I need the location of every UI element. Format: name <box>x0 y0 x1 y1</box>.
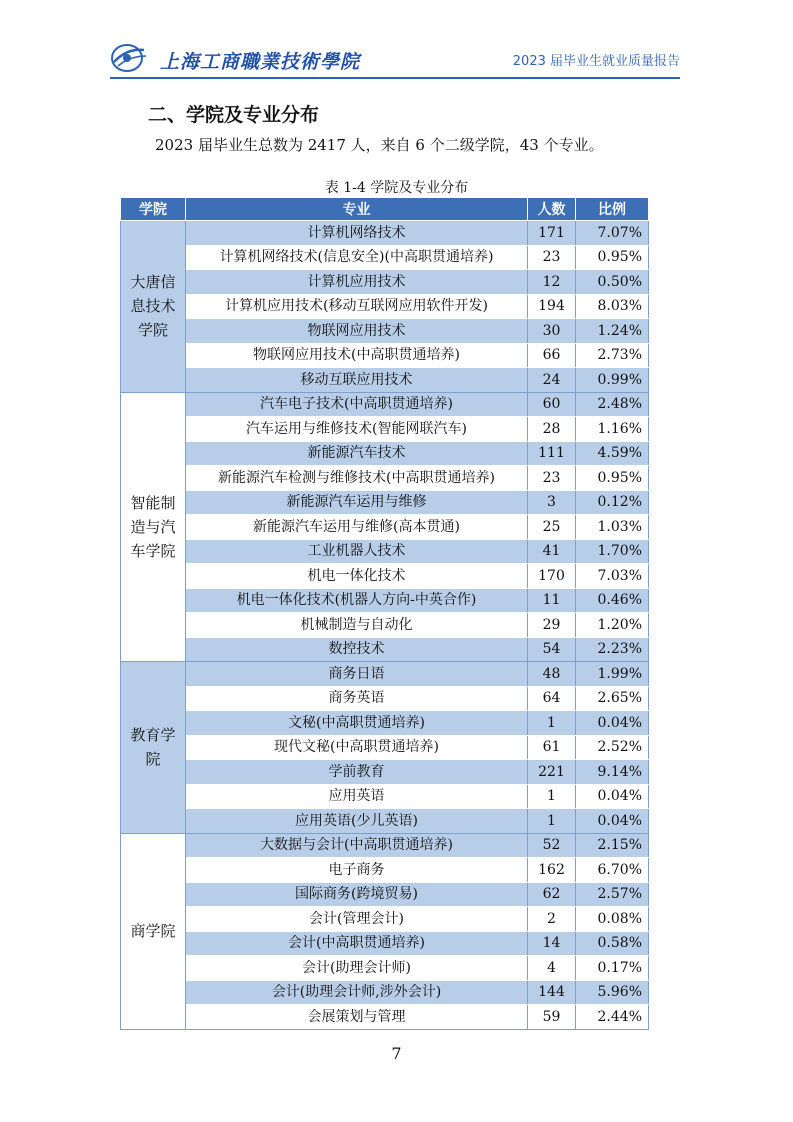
ratio-cell: 0.46% <box>576 588 649 613</box>
count-cell: 59 <box>528 1005 576 1030</box>
count-cell: 64 <box>528 686 576 711</box>
count-cell: 1 <box>528 809 576 834</box>
ratio-cell: 2.57% <box>576 882 649 907</box>
major-cell: 汽车运用与维修技术(智能网联汽车) <box>186 417 528 442</box>
table-row <box>121 515 649 540</box>
count-cell: 11 <box>528 588 576 613</box>
major-cell: 会计(助理会计师) <box>186 956 528 981</box>
college-group <box>121 662 649 834</box>
count-cell: 60 <box>528 392 576 417</box>
table-row <box>121 270 649 295</box>
report-title: 2023 届毕业生就业质量报告 <box>512 54 680 69</box>
table-row <box>121 931 649 956</box>
count-cell: 28 <box>528 417 576 442</box>
school-logo-icon <box>110 42 148 74</box>
ratio-cell: 1.20% <box>576 613 649 638</box>
table-row <box>121 711 649 736</box>
ratio-cell: 0.04% <box>576 809 649 834</box>
major-cell: 数控技术 <box>186 637 528 662</box>
count-cell: 25 <box>528 515 576 540</box>
header-major: 专业 <box>186 198 528 221</box>
college-cell: 商学院 <box>121 833 186 1029</box>
college-cell: 教育学院 <box>121 662 186 834</box>
major-cell: 会展策划与管理 <box>186 1005 528 1030</box>
table-row <box>121 956 649 981</box>
table-row <box>121 613 649 638</box>
table-row <box>121 686 649 711</box>
major-cell: 计算机网络技术 <box>186 221 528 246</box>
count-cell: 111 <box>528 441 576 466</box>
table-row <box>121 417 649 442</box>
count-cell: 194 <box>528 294 576 319</box>
table-row <box>121 466 649 491</box>
major-cell: 应用英语(少儿英语) <box>186 809 528 834</box>
intro-paragraph: 2023 届毕业生总数为 2417 人，来自 6 个二级学院，43 个专业。 <box>155 136 604 154</box>
major-cell: 电子商务 <box>186 858 528 883</box>
table-row <box>121 319 649 344</box>
ratio-cell: 9.14% <box>576 760 649 785</box>
count-cell: 66 <box>528 343 576 368</box>
header-count: 人数 <box>528 198 576 221</box>
section-title: 二、学院及专业分布 <box>148 104 320 126</box>
count-cell: 48 <box>528 662 576 687</box>
count-cell: 41 <box>528 539 576 564</box>
table-row <box>121 1005 649 1030</box>
table-row <box>121 588 649 613</box>
major-cell: 工业机器人技术 <box>186 539 528 564</box>
table-row <box>121 735 649 760</box>
college-group <box>121 221 649 393</box>
ratio-cell: 1.24% <box>576 319 649 344</box>
count-cell: 61 <box>528 735 576 760</box>
table-row <box>121 637 649 662</box>
count-cell: 162 <box>528 858 576 883</box>
table-row <box>121 343 649 368</box>
major-cell: 机械制造与自动化 <box>186 613 528 638</box>
table-row <box>121 490 649 515</box>
count-cell: 62 <box>528 882 576 907</box>
ratio-cell: 1.99% <box>576 662 649 687</box>
count-cell: 221 <box>528 760 576 785</box>
count-cell: 170 <box>528 564 576 589</box>
major-cell: 计算机应用技术(移动互联网应用软件开发) <box>186 294 528 319</box>
major-cell: 机电一体化技术(机器人方向-中英合作) <box>186 588 528 613</box>
table-row <box>121 245 649 270</box>
page-number: 7 <box>391 1044 402 1063</box>
ratio-cell: 0.04% <box>576 711 649 736</box>
count-cell: 1 <box>528 711 576 736</box>
major-cell: 物联网应用技术(中高职贯通培养) <box>186 343 528 368</box>
count-cell: 144 <box>528 980 576 1005</box>
page-header <box>110 40 680 80</box>
count-cell: 14 <box>528 931 576 956</box>
major-cell: 新能源汽车技术 <box>186 441 528 466</box>
table-row <box>121 441 649 466</box>
count-cell: 171 <box>528 221 576 246</box>
major-cell: 商务日语 <box>186 662 528 687</box>
table-row <box>121 907 649 932</box>
table-row <box>121 784 649 809</box>
ratio-cell: 4.59% <box>576 441 649 466</box>
ratio-cell: 7.03% <box>576 564 649 589</box>
header-college: 学院 <box>121 198 186 221</box>
table-row <box>121 882 649 907</box>
major-cell: 会计(中高职贯通培养) <box>186 931 528 956</box>
major-cell: 现代文秘(中高职贯通培养) <box>186 735 528 760</box>
major-cell: 国际商务(跨境贸易) <box>186 882 528 907</box>
ratio-cell: 0.04% <box>576 784 649 809</box>
major-cell: 会计(管理会计) <box>186 907 528 932</box>
college-cell: 大唐信息技术学院 <box>121 221 186 393</box>
ratio-cell: 2.73% <box>576 343 649 368</box>
header-ratio: 比例 <box>576 198 649 221</box>
count-cell: 4 <box>528 956 576 981</box>
major-cell: 机电一体化技术 <box>186 564 528 589</box>
ratio-cell: 0.12% <box>576 490 649 515</box>
major-cell: 文秘(中高职贯通培养) <box>186 711 528 736</box>
ratio-cell: 2.52% <box>576 735 649 760</box>
ratio-cell: 2.48% <box>576 392 649 417</box>
ratio-cell: 6.70% <box>576 858 649 883</box>
header-divider <box>110 77 680 79</box>
major-cell: 会计(助理会计师,涉外会计) <box>186 980 528 1005</box>
count-cell: 23 <box>528 466 576 491</box>
count-cell: 12 <box>528 270 576 295</box>
table-row <box>121 539 649 564</box>
ratio-cell: 2.65% <box>576 686 649 711</box>
table-row <box>121 662 649 687</box>
count-cell: 54 <box>528 637 576 662</box>
ratio-cell: 0.08% <box>576 907 649 932</box>
table-row <box>121 368 649 393</box>
count-cell: 3 <box>528 490 576 515</box>
count-cell: 52 <box>528 833 576 858</box>
ratio-cell: 0.99% <box>576 368 649 393</box>
table-header-row <box>121 198 649 221</box>
college-group <box>121 833 649 1029</box>
count-cell: 29 <box>528 613 576 638</box>
ratio-cell: 0.58% <box>576 931 649 956</box>
ratio-cell: 2.23% <box>576 637 649 662</box>
ratio-cell: 1.16% <box>576 417 649 442</box>
major-cell: 学前教育 <box>186 760 528 785</box>
college-major-table <box>120 197 649 1030</box>
major-cell: 计算机应用技术 <box>186 270 528 295</box>
count-cell: 23 <box>528 245 576 270</box>
ratio-cell: 1.70% <box>576 539 649 564</box>
ratio-cell: 0.95% <box>576 466 649 491</box>
count-cell: 2 <box>528 907 576 932</box>
table-row <box>121 564 649 589</box>
table-caption: 表 1-4 学院及专业分布 <box>324 180 469 196</box>
table-row <box>121 294 649 319</box>
ratio-cell: 2.44% <box>576 1005 649 1030</box>
major-cell: 新能源汽车检测与维修技术(中高职贯通培养) <box>186 466 528 491</box>
ratio-cell: 0.50% <box>576 270 649 295</box>
major-cell: 物联网应用技术 <box>186 319 528 344</box>
college-cell: 智能制造与汽车学院 <box>121 392 186 662</box>
ratio-cell: 1.03% <box>576 515 649 540</box>
major-cell: 新能源汽车运用与维修(高本贯通) <box>186 515 528 540</box>
table-row <box>121 858 649 883</box>
table-row <box>121 760 649 785</box>
table-row <box>121 980 649 1005</box>
ratio-cell: 0.17% <box>576 956 649 981</box>
major-cell: 新能源汽车运用与维修 <box>186 490 528 515</box>
ratio-cell: 0.95% <box>576 245 649 270</box>
ratio-cell: 5.96% <box>576 980 649 1005</box>
ratio-cell: 7.07% <box>576 221 649 246</box>
count-cell: 30 <box>528 319 576 344</box>
table-row <box>121 392 649 417</box>
count-cell: 1 <box>528 784 576 809</box>
table-row <box>121 809 649 834</box>
major-cell: 计算机网络技术(信息安全)(中高职贯通培养) <box>186 245 528 270</box>
table-row <box>121 221 649 246</box>
major-cell: 大数据与会计(中高职贯通培养) <box>186 833 528 858</box>
count-cell: 24 <box>528 368 576 393</box>
major-cell: 移动互联应用技术 <box>186 368 528 393</box>
table-row <box>121 833 649 858</box>
school-name: 上海工商職業技術學院 <box>160 51 361 73</box>
major-cell: 应用英语 <box>186 784 528 809</box>
college-group <box>121 392 649 662</box>
ratio-cell: 2.15% <box>576 833 649 858</box>
major-cell: 商务英语 <box>186 686 528 711</box>
major-cell: 汽车电子技术(中高职贯通培养) <box>186 392 528 417</box>
ratio-cell: 8.03% <box>576 294 649 319</box>
